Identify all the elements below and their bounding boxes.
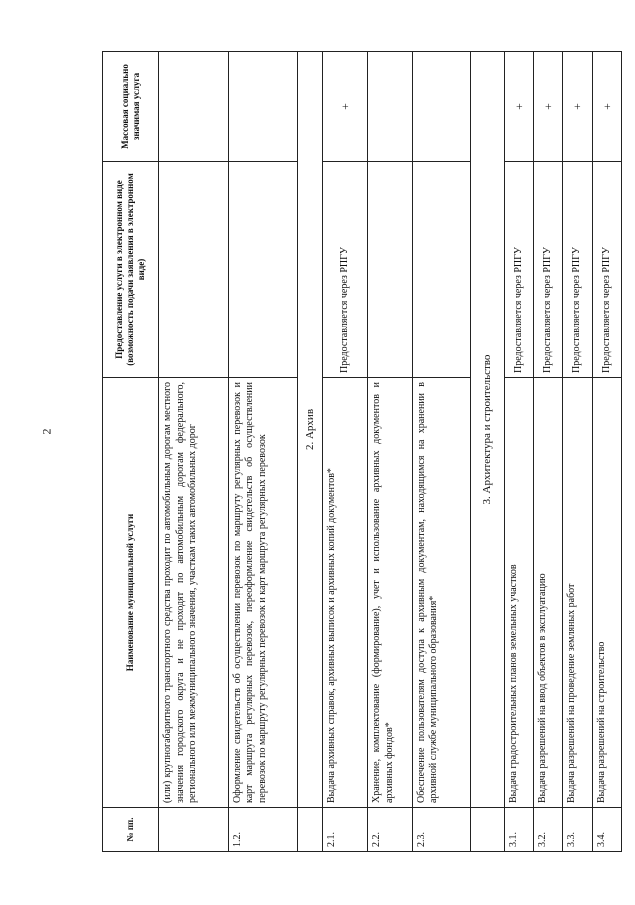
row-num: 3.2. [534,808,563,852]
section-row [471,52,505,852]
row-num: 3.3. [563,808,592,852]
row-mass: + [505,52,534,162]
row-electronic [228,162,298,378]
table-header-row [103,52,159,852]
section-title-architecture: 3. Архитектура и строительство [471,52,505,808]
row-electronic: Предоставляется через РПГУ [563,162,592,378]
table-row [323,52,368,852]
row-name: (или) крупногабаритного транспортного средства проходит по автомобильным дорогам местного значения городского округа и не проходят по автомобильным дорогам федерального, регионального или межмуниципального значения, участкам таких автомобильных дорог [159,378,229,808]
header-electronic: Предоставление услуги в электронном виде (возможность подачи заявления в электронном виде) [103,162,159,378]
row-electronic: Предоставляется через РПГУ [505,162,534,378]
row-num: 2.1. [323,808,368,852]
row-name: Выдача архивных справок, архивных выписок и архивных копий документов* [323,378,368,808]
row-electronic: Предоставляется через РПГУ [534,162,563,378]
table-row [505,52,534,852]
row-mass: + [592,52,621,162]
row-mass [159,52,229,162]
row-mass [368,52,413,162]
table-row [412,52,470,852]
row-mass [412,52,470,162]
row-electronic: Предоставляется через РПГУ [592,162,621,378]
table-row [228,52,298,852]
table-row [563,52,592,852]
table-row [368,52,413,852]
row-num: 1.2. [228,808,298,852]
table-row [534,52,563,852]
row-mass [228,52,298,162]
row-electronic [412,162,470,378]
row-num: 2.2. [368,808,413,852]
section-title-archive: 2. Архив [298,52,323,808]
row-name: Выдача разрешений на проведение земляных работ [563,378,592,808]
row-num: 2.3. [412,808,470,852]
header-mass: Массовая социально значимая услуга [103,52,159,162]
row-num: 3.4. [592,808,621,852]
page-number: 2 [39,428,54,435]
row-name: Хранение, комплектование (формирование), учет и использование архивных документов и архивных фондов* [368,378,413,808]
row-name: Обеспечение пользователям доступа к архивным документам, находящимся на хранении в архивной службе муниципального образования* [412,378,470,808]
row-electronic [159,162,229,378]
table-row [159,52,229,852]
services-table-container [102,52,622,852]
row-name: Выдача разрешений на ввод объектов в эксплуатацию [534,378,563,808]
section-row [298,52,323,852]
row-num [159,808,229,852]
header-num: № пп. [103,808,159,852]
services-table [102,51,622,852]
row-name: Выдача градостроительных планов земельных участков [505,378,534,808]
row-num: 3.1. [505,808,534,852]
row-mass: + [534,52,563,162]
row-electronic [368,162,413,378]
row-name: Оформление свидетельств об осуществлении перевозок по маршруту регулярных перевозок и карт маршрута регулярных перевозок, переоформление свидетельств об осуществлении перевозок по маршруту регулярных перевозок и карт маршрута регулярных перевозок [228,378,298,808]
header-name: Наименование муниципальной услуги [103,378,159,808]
table-row [592,52,621,852]
row-mass: + [563,52,592,162]
row-mass: + [323,52,368,162]
row-electronic: Предоставляется через РПГУ [323,162,368,378]
row-name: Выдача разрешений на строительство [592,378,621,808]
